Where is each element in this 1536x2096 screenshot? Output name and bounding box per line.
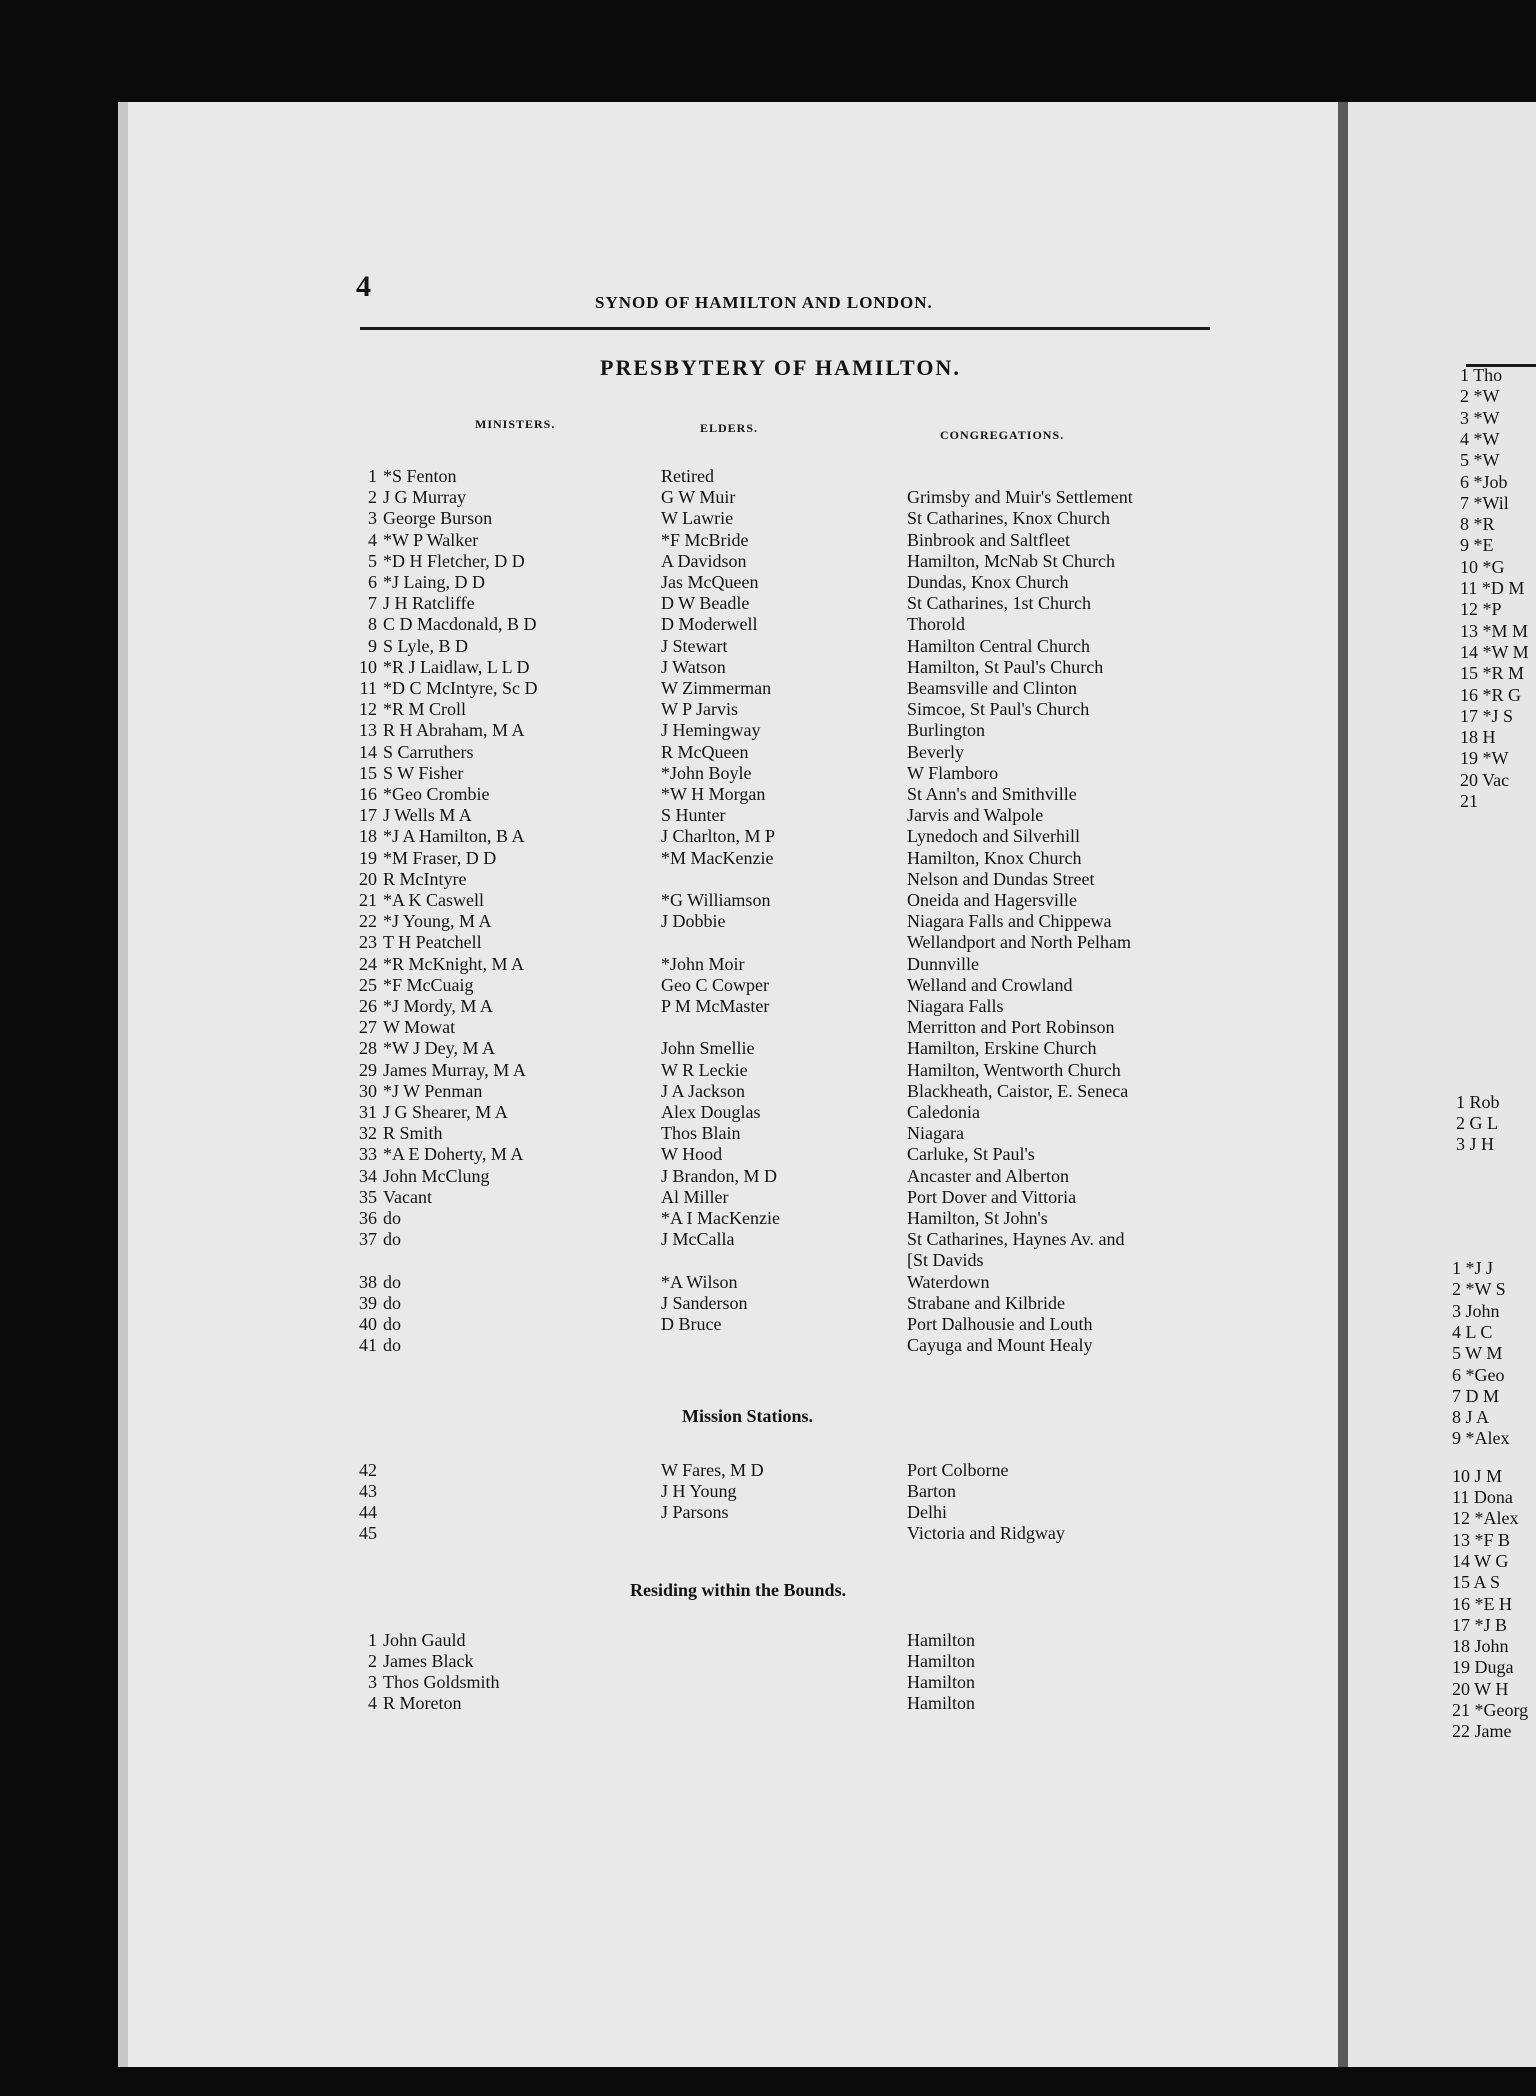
row-number: 7 xyxy=(368,593,377,614)
minister-name: do xyxy=(383,1271,401,1292)
right-page-line: 9 *E xyxy=(1460,535,1494,556)
right-page-line: 16 *E H xyxy=(1452,1593,1512,1614)
row-number: 38 xyxy=(359,1271,377,1292)
minister-name: *J Young, M A xyxy=(383,911,492,932)
elder-name: D W Beadle xyxy=(661,593,750,614)
right-page-line: 19 *W xyxy=(1460,748,1509,769)
congregation-name: Hamilton, Knox Church xyxy=(907,847,1082,868)
row-number: 40 xyxy=(359,1314,377,1334)
row-number: 24 xyxy=(359,953,377,974)
right-page-line: 20 W H xyxy=(1452,1678,1509,1699)
place-name: Hamilton xyxy=(907,1693,975,1713)
row-number: 27 xyxy=(359,1017,377,1038)
elder-name: W Fares, M D xyxy=(661,1460,764,1480)
minister-name: *A E Doherty, M A xyxy=(383,1144,524,1165)
right-page-line: 21 xyxy=(1460,791,1478,811)
minister-name: J Wells M A xyxy=(383,805,472,826)
congregation-name: Cayuga and Mount Healy xyxy=(907,1335,1093,1356)
minister-name: T H Peatchell xyxy=(383,932,482,953)
congregation-name: Port Colborne xyxy=(907,1460,1009,1480)
minister-name: J G Shearer, M A xyxy=(383,1102,508,1122)
minister-name: J H Ratcliffe xyxy=(383,593,475,614)
right-page-line: 10 J M xyxy=(1452,1465,1503,1486)
row-number: 3 xyxy=(368,1672,377,1692)
minister-name: *A K Caswell xyxy=(383,890,484,910)
row-number: 11 xyxy=(359,678,377,698)
minister-name: do xyxy=(383,1208,401,1228)
row-number: 35 xyxy=(359,1186,377,1207)
congregation-name: Barton xyxy=(907,1481,956,1501)
congregation-name: Niagara Falls and Chippewa xyxy=(907,911,1112,932)
column-header-congregations: CONGREGATIONS. xyxy=(940,428,1065,442)
elder-name: Retired xyxy=(661,466,714,486)
right-page-line: 16 *R G xyxy=(1460,684,1522,705)
row-number: 37 xyxy=(359,1229,377,1250)
minister-name: do xyxy=(383,1292,401,1313)
minister-name: S W Fisher xyxy=(383,762,464,783)
right-page-line: 8 J A xyxy=(1452,1407,1490,1428)
elder-name: A Davidson xyxy=(661,550,747,571)
row-number: 18 xyxy=(359,826,377,847)
row-number: 14 xyxy=(359,741,377,762)
right-page-line: 19 Duga xyxy=(1452,1657,1514,1678)
congregation-name: Wellandport and North Pelham xyxy=(907,932,1131,953)
right-page-line: 4 *W xyxy=(1460,428,1500,449)
elder-name: J McCalla xyxy=(661,1229,735,1250)
congregation-name: Port Dalhousie and Louth xyxy=(907,1314,1093,1334)
congregation-name: Binbrook and Saltfleet xyxy=(907,529,1070,550)
elder-name: Al Miller xyxy=(661,1186,729,1207)
resident-name: R Moreton xyxy=(383,1693,462,1713)
elder-name: J H Young xyxy=(661,1481,737,1501)
row-number: 41 xyxy=(359,1335,377,1356)
place-name: Hamilton xyxy=(907,1651,975,1671)
right-page-line: 2 *W xyxy=(1460,386,1500,407)
column-header-ministers: MINISTERS. xyxy=(475,417,556,431)
elder-name: J Stewart xyxy=(661,635,728,656)
right-page-line: 6 *Job xyxy=(1460,471,1508,492)
right-page-line: 12 *Alex xyxy=(1452,1508,1519,1529)
elder-name: R McQueen xyxy=(661,741,749,762)
row-number: 42 xyxy=(359,1460,377,1480)
right-page-line: 5 W M xyxy=(1452,1343,1503,1364)
congregation-name: Hamilton, St Paul's Church xyxy=(907,656,1104,677)
minister-name: *D C McIntyre, Sc D xyxy=(383,678,538,698)
row-number: 36 xyxy=(359,1208,377,1228)
right-page-line: 21 *Georg xyxy=(1452,1700,1529,1720)
congregation-name: Merritton and Port Robinson xyxy=(907,1017,1115,1038)
row-number: 45 xyxy=(359,1523,377,1543)
right-page-line: 3 John xyxy=(1452,1300,1500,1321)
congregation-name: Niagara xyxy=(907,1123,964,1144)
congregation-name: Dundas, Knox Church xyxy=(907,572,1069,592)
congregation-name: Port Dover and Vittoria xyxy=(907,1186,1077,1207)
minister-name: *J A Hamilton, B A xyxy=(383,826,525,847)
right-page-line: 20 Vac xyxy=(1460,769,1510,790)
row-number: 33 xyxy=(359,1144,377,1165)
right-page-line: 3 J H xyxy=(1456,1134,1495,1154)
elder-name: J Sanderson xyxy=(661,1292,748,1313)
right-page-line: 1 Rob xyxy=(1456,1092,1500,1112)
elder-name: *John Boyle xyxy=(661,762,752,783)
congregation-name: Hamilton Central Church xyxy=(907,635,1090,656)
minister-name: R Smith xyxy=(383,1123,443,1144)
minister-name: *R J Laidlaw, L L D xyxy=(383,656,530,677)
elder-name: Jas McQueen xyxy=(661,572,759,592)
resident-name: Thos Goldsmith xyxy=(383,1672,500,1692)
elder-name: W Zimmerman xyxy=(661,678,772,698)
book-gutter xyxy=(1338,102,1348,2067)
row-number: 8 xyxy=(368,614,377,635)
elder-name: J Dobbie xyxy=(661,911,726,932)
right-page-line: 12 *P xyxy=(1460,599,1502,620)
minister-name: *R M Croll xyxy=(383,699,467,720)
right-page-line: 14 W G xyxy=(1452,1550,1509,1571)
right-page-line: 1 Tho xyxy=(1460,365,1503,385)
right-page-line: 10 *G xyxy=(1460,556,1505,577)
elder-name: P M McMaster xyxy=(661,996,770,1016)
minister-name: R H Abraham, M A xyxy=(383,720,525,741)
congregation-name: Ancaster and Alberton xyxy=(907,1165,1069,1186)
row-number: 12 xyxy=(359,699,377,720)
minister-name: James Murray, M A xyxy=(383,1059,526,1080)
row-number: 32 xyxy=(359,1123,377,1144)
row-number: 30 xyxy=(359,1080,377,1101)
congregation-name: St Ann's and Smithville xyxy=(907,784,1077,804)
minister-name: S Lyle, B D xyxy=(383,635,469,656)
minister-name: J G Murray xyxy=(383,487,466,508)
elder-name: D Moderwell xyxy=(661,614,758,635)
row-number: 29 xyxy=(359,1059,377,1080)
row-number: 2 xyxy=(368,487,377,508)
minister-name: do xyxy=(383,1314,401,1334)
right-page-line: 2 *W S xyxy=(1452,1279,1506,1300)
right-page-line: 3 *W xyxy=(1460,407,1500,428)
row-number: 4 xyxy=(368,1693,377,1713)
minister-name: *J W Penman xyxy=(383,1080,483,1101)
right-page-line: 17 *J S xyxy=(1460,705,1514,726)
running-title: SYNOD OF HAMILTON AND LONDON. xyxy=(595,293,933,312)
congregation-name: Hamilton, McNab St Church xyxy=(907,550,1115,571)
congregation-name: St Catharines, Haynes Av. and xyxy=(907,1229,1125,1250)
page-number: 4 xyxy=(356,270,371,303)
row-number: 28 xyxy=(359,1038,377,1059)
row-number: 1 xyxy=(368,466,377,486)
right-page-line: 5 *W xyxy=(1460,450,1500,471)
row-number: 16 xyxy=(359,784,377,804)
minister-name: R McIntyre xyxy=(383,868,467,889)
right-page-line: 9 *Alex xyxy=(1452,1428,1510,1449)
right-page-line: 11 Dona xyxy=(1452,1487,1513,1507)
congregation-name: Thorold xyxy=(907,614,965,635)
right-page xyxy=(1348,102,1536,2067)
congregation-name: St Catharines, Knox Church xyxy=(907,508,1110,529)
congregation-name: [St Davids xyxy=(907,1250,984,1271)
row-number: 39 xyxy=(359,1292,377,1313)
elder-name: J Hemingway xyxy=(661,720,761,741)
minister-name: *D H Fletcher, D D xyxy=(383,550,525,571)
resident-name: James Black xyxy=(383,1651,474,1671)
elder-name: *F McBride xyxy=(661,529,749,550)
elder-name: W R Leckie xyxy=(661,1059,748,1080)
minister-name: *J Mordy, M A xyxy=(383,996,493,1016)
row-number: 19 xyxy=(359,847,377,868)
row-number: 23 xyxy=(359,932,377,953)
minister-name: George Burson xyxy=(383,508,493,529)
right-page-line: 15 A S xyxy=(1452,1572,1501,1593)
congregation-name: Jarvis and Walpole xyxy=(907,805,1044,826)
congregation-name: Niagara Falls xyxy=(907,996,1004,1016)
row-number: 13 xyxy=(359,720,377,741)
header-rule xyxy=(360,327,1210,330)
minister-name: do xyxy=(383,1335,401,1356)
congregation-name: Oneida and Hagersville xyxy=(907,890,1077,910)
row-number: 34 xyxy=(359,1165,377,1186)
congregation-name: St Catharines, 1st Church xyxy=(907,593,1091,614)
elder-name: W Lawrie xyxy=(661,508,734,529)
right-page-line: 13 *F B xyxy=(1452,1529,1511,1550)
minister-name: do xyxy=(383,1229,401,1250)
elder-name: *M MacKenzie xyxy=(661,847,774,868)
right-page-line: 4 L C xyxy=(1452,1321,1493,1342)
row-number: 5 xyxy=(368,550,377,571)
section-title: PRESBYTERY OF HAMILTON. xyxy=(600,355,961,380)
row-number: 20 xyxy=(359,868,377,889)
minister-name: W Mowat xyxy=(383,1017,456,1038)
minister-name: Vacant xyxy=(383,1186,432,1207)
minister-name: *W P Walker xyxy=(383,529,479,550)
row-number: 10 xyxy=(359,656,377,677)
minister-name: *W J Dey, M A xyxy=(383,1038,495,1059)
congregation-name: Waterdown xyxy=(907,1271,990,1292)
congregation-name: Blackheath, Caistor, E. Seneca xyxy=(907,1080,1129,1101)
row-number: 15 xyxy=(359,762,377,783)
minister-name: C D Macdonald, B D xyxy=(383,614,537,635)
row-number: 4 xyxy=(368,529,377,550)
resident-name: John Gauld xyxy=(383,1630,466,1650)
congregation-name: Delhi xyxy=(907,1502,947,1522)
elder-name: *A I MacKenzie xyxy=(661,1208,780,1228)
row-number: 31 xyxy=(359,1102,377,1122)
minister-name: *S Fenton xyxy=(383,466,457,486)
congregation-name: Welland and Crowland xyxy=(907,974,1073,995)
right-page-line: 1 *J J xyxy=(1452,1258,1494,1278)
congregation-name: Simcoe, St Paul's Church xyxy=(907,699,1090,720)
congregation-name: Hamilton, Wentworth Church xyxy=(907,1059,1121,1080)
mission-stations-title: Mission Stations. xyxy=(682,1406,814,1426)
row-number: 6 xyxy=(368,572,377,592)
minister-name: *M Fraser, D D xyxy=(383,847,497,868)
congregation-name: Beamsville and Clinton xyxy=(907,678,1077,698)
elder-name: J Brandon, M D xyxy=(661,1165,777,1186)
elder-name: John Smellie xyxy=(661,1038,755,1059)
congregation-name: Nelson and Dundas Street xyxy=(907,868,1095,889)
right-page-line: 6 *Geo xyxy=(1452,1364,1505,1385)
elder-name: D Bruce xyxy=(661,1314,722,1334)
minister-name: *Geo Crombie xyxy=(383,784,490,804)
minister-name: John McClung xyxy=(383,1165,490,1186)
elder-name: W Hood xyxy=(661,1144,723,1165)
minister-name: *F McCuaig xyxy=(383,974,474,995)
minister-name: *R McKnight, M A xyxy=(383,953,525,974)
congregation-name: W Flamboro xyxy=(907,762,999,783)
residing-title: Residing within the Bounds. xyxy=(630,1580,847,1600)
right-page-line: 18 John xyxy=(1452,1636,1509,1657)
place-name: Hamilton xyxy=(907,1672,975,1692)
elder-name: G W Muir xyxy=(661,487,736,508)
elder-name: S Hunter xyxy=(661,805,726,826)
elder-name: Thos Blain xyxy=(661,1123,741,1144)
row-number: 21 xyxy=(359,890,377,910)
place-name: Hamilton xyxy=(907,1630,975,1650)
row-number: 25 xyxy=(359,974,377,995)
congregation-name: Dunnville xyxy=(907,953,979,974)
row-number: 2 xyxy=(368,1651,377,1671)
minister-name: *J Laing, D D xyxy=(383,572,485,592)
row-number: 9 xyxy=(368,635,377,656)
row-number: 26 xyxy=(359,996,377,1016)
right-page-line: 7 *Wil xyxy=(1460,492,1509,513)
row-number: 43 xyxy=(359,1481,377,1501)
elder-name: *G Williamson xyxy=(661,890,771,910)
row-number: 17 xyxy=(359,805,377,826)
congregation-name: Hamilton, Erskine Church xyxy=(907,1038,1097,1059)
row-number: 1 xyxy=(368,1630,377,1650)
right-page-line: 14 *W M xyxy=(1460,641,1529,662)
right-page-line: 8 *R xyxy=(1460,514,1495,535)
right-page-line: 22 Jame xyxy=(1452,1721,1512,1742)
elder-name: J Watson xyxy=(661,656,726,677)
congregation-name: Hamilton, St John's xyxy=(907,1208,1048,1228)
congregation-name: Burlington xyxy=(907,720,986,741)
column-header-elders: ELDERS. xyxy=(700,421,759,435)
minister-name: S Carruthers xyxy=(383,741,474,762)
right-page-line: 18 H xyxy=(1460,727,1496,748)
right-page-line: 11 *D M xyxy=(1460,578,1525,598)
right-page-line: 2 G L xyxy=(1456,1113,1498,1133)
elder-name: J A Jackson xyxy=(661,1080,746,1101)
right-page-line: 15 *R M xyxy=(1460,663,1525,684)
congregation-name: Caledonia xyxy=(907,1102,980,1122)
congregation-name: Carluke, St Paul's xyxy=(907,1144,1035,1165)
congregation-name: Beverly xyxy=(907,741,964,762)
elder-name: J Charlton, M P xyxy=(661,826,776,847)
congregation-name: Victoria and Ridgway xyxy=(907,1523,1065,1543)
congregation-name: Grimsby and Muir's Settlement xyxy=(907,487,1133,508)
congregation-name: Lynedoch and Silverhill xyxy=(907,826,1080,847)
right-page-line: 17 *J B xyxy=(1452,1614,1508,1635)
right-page-line: 7 D M xyxy=(1452,1385,1500,1406)
elder-name: Geo C Cowper xyxy=(661,974,769,995)
congregation-name: Strabane and Kilbride xyxy=(907,1292,1065,1313)
elder-name: W P Jarvis xyxy=(661,699,739,720)
elder-name: J Parsons xyxy=(661,1502,729,1522)
row-number: 22 xyxy=(359,911,377,932)
elder-name: *A Wilson xyxy=(661,1271,738,1292)
elder-name: *John Moir xyxy=(661,953,745,974)
row-number: 44 xyxy=(359,1502,377,1522)
elder-name: Alex Douglas xyxy=(661,1102,761,1122)
row-number: 3 xyxy=(368,508,377,529)
elder-name: *W H Morgan xyxy=(661,784,766,804)
right-page-line: 13 *M M xyxy=(1460,620,1529,641)
